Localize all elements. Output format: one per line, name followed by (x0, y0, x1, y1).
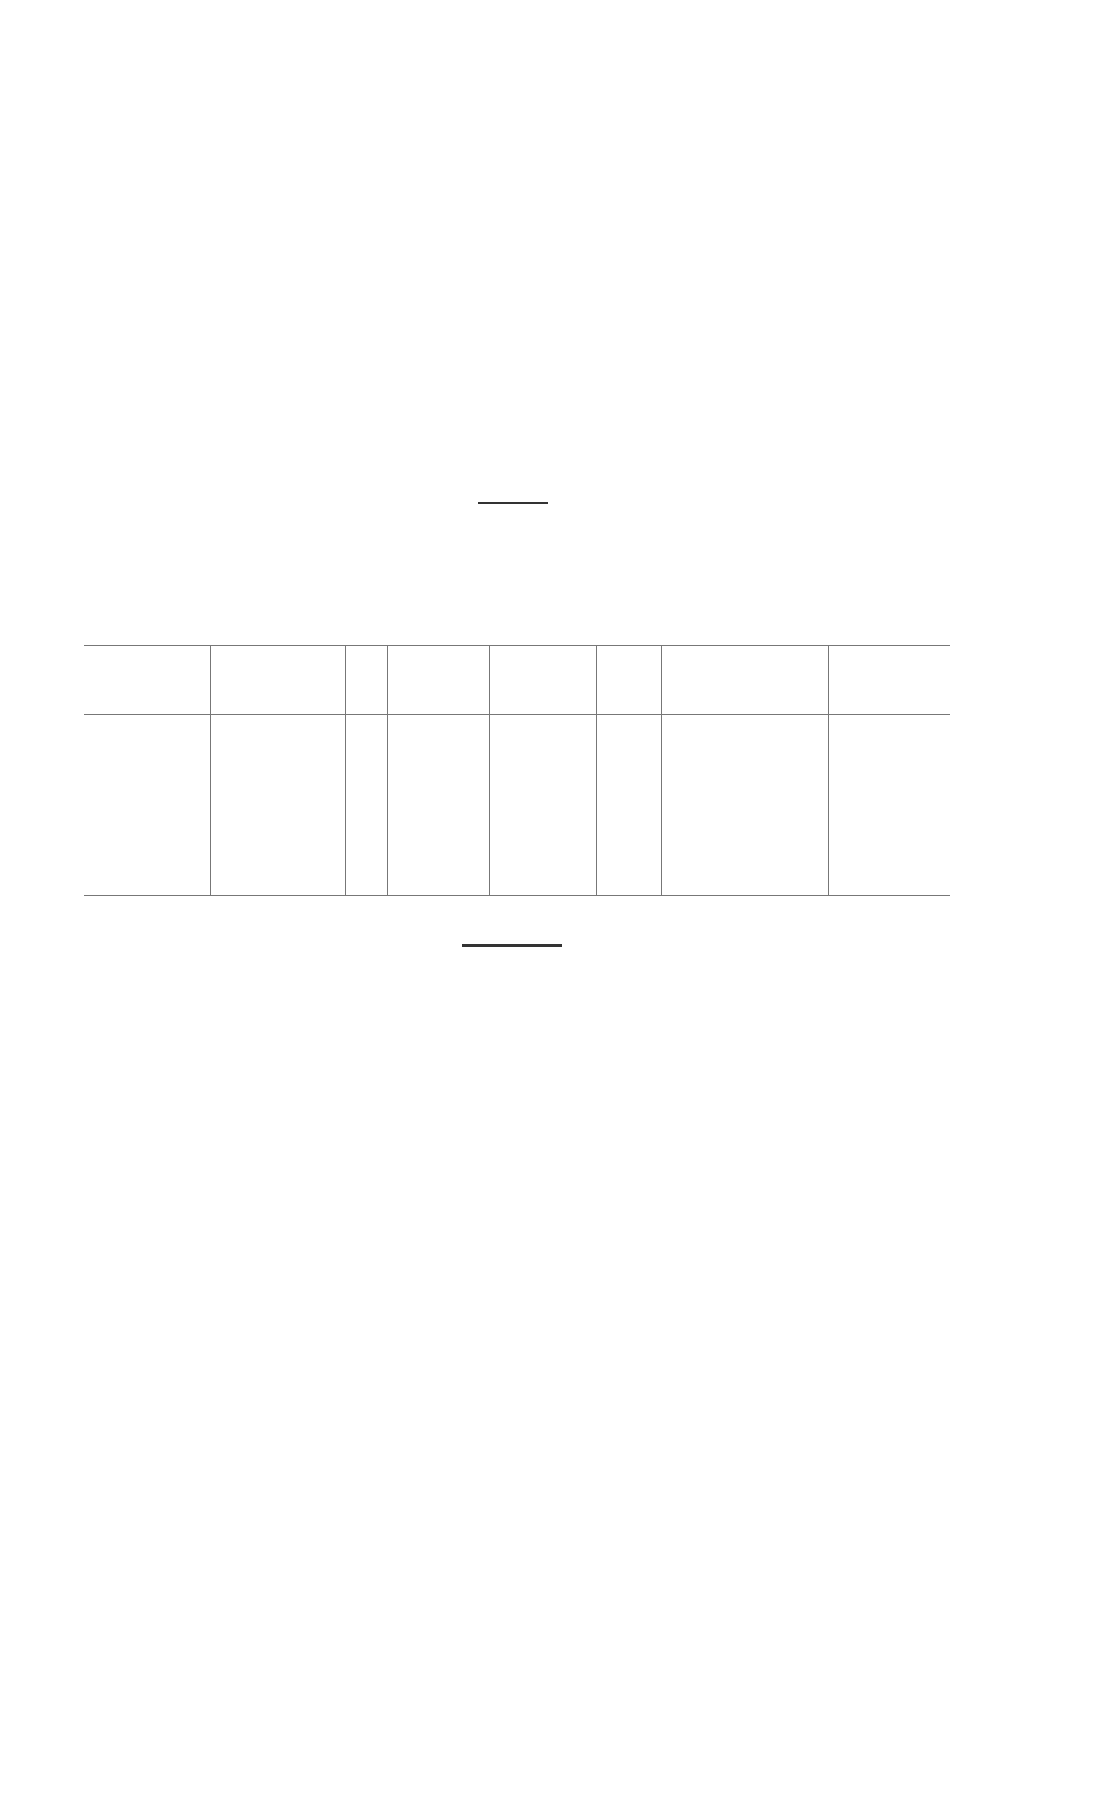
lot-table-header (84, 646, 950, 715)
trustee-sex-cell (346, 715, 388, 896)
col-sex (346, 646, 388, 715)
lot-table (84, 645, 950, 896)
col-locality (829, 646, 951, 715)
col-address (490, 646, 597, 715)
divider (478, 502, 548, 504)
divider (462, 944, 562, 947)
col-area (597, 646, 662, 715)
col-trustees (211, 646, 346, 715)
col-rank (388, 646, 490, 715)
area-cell (597, 715, 662, 896)
col-lot (662, 646, 829, 715)
locality-cell (829, 715, 951, 896)
trustee-address-cell (490, 715, 597, 896)
trustee-rank-cell (388, 715, 490, 896)
lot-cell (662, 715, 829, 896)
tribe-cell (84, 715, 211, 896)
trustee-names-cell (211, 715, 346, 896)
col-tribe (84, 646, 211, 715)
lot-table-row (84, 715, 950, 896)
